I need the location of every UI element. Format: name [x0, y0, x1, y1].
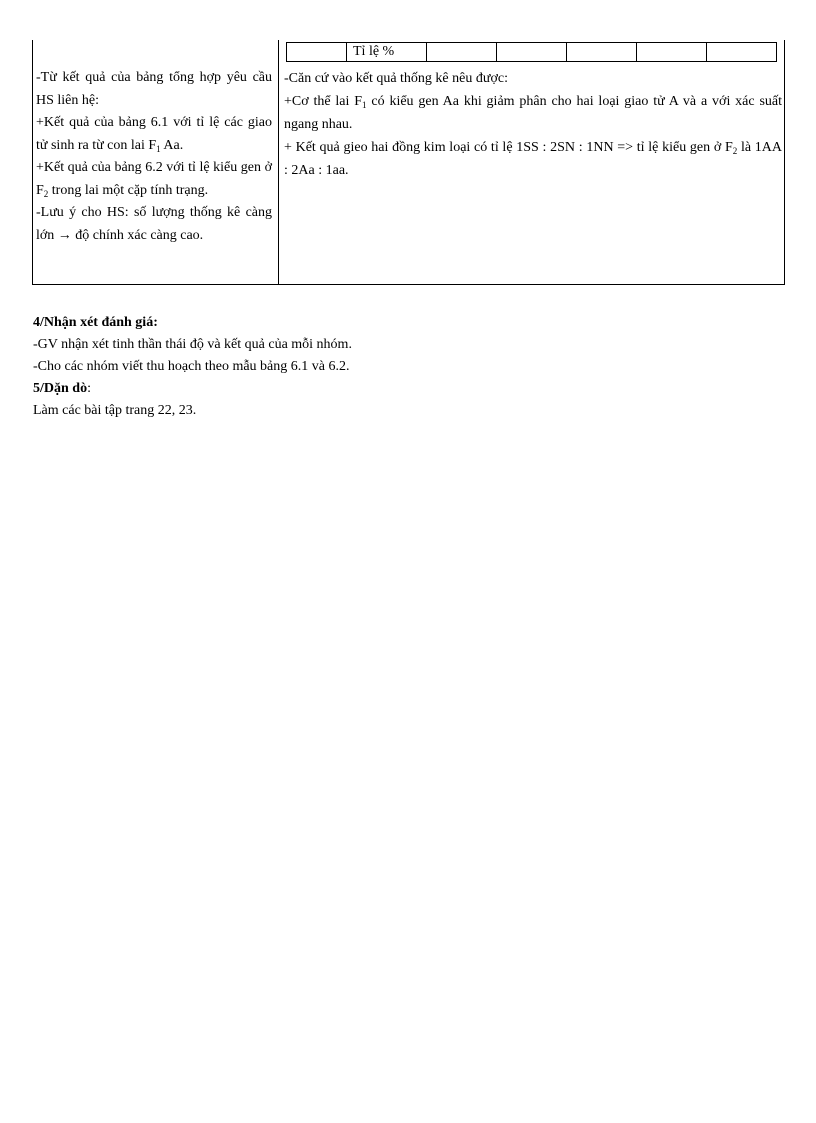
- section-heading: [33, 312, 733, 334]
- text-run: -Lưu ý cho HS: số lượng thống kê càng lớn: [36, 205, 272, 243]
- results-table-row: [287, 43, 777, 62]
- section5-heading: 5/Dặn dò: [33, 381, 88, 396]
- teacher-paragraph: [36, 112, 272, 157]
- teacher-activity-column: [36, 67, 272, 247]
- text-run: Aa.: [160, 137, 184, 153]
- table-cell-empty: [497, 43, 567, 62]
- text-run: là 1AA : 2Aa : 1aa.: [284, 140, 782, 178]
- table-cell-empty: [567, 43, 637, 62]
- text-run: độ chính xác càng cao.: [71, 227, 204, 243]
- table-cell-empty: [287, 43, 347, 62]
- teacher-paragraph: [36, 202, 272, 247]
- arrow-right-icon: →: [57, 227, 72, 243]
- text-run: trong lai một cặp tính trạng.: [48, 182, 209, 198]
- subscript: 2: [732, 146, 738, 156]
- table-cell-empty: [427, 43, 497, 62]
- student-activity-column: [284, 67, 782, 182]
- table-cell-empty: [707, 43, 777, 62]
- subscript: 2: [43, 188, 49, 199]
- teacher-paragraph: [36, 157, 272, 202]
- text-run: +Kết quả của bảng 6.1 với tỉ lệ các giao tử sinh ra từ con lai F: [36, 115, 272, 153]
- teacher-paragraph: -Từ kết quả của bảng tổng hợp yêu cầu HS liên hệ:: [36, 70, 272, 108]
- subscript: 1: [156, 143, 161, 154]
- section5-line: Làm các bài tập trang 22, 23.: [33, 403, 197, 418]
- results-table: [286, 42, 777, 62]
- student-paragraph: -Căn cứ vào kết quả thống kê nêu được:: [284, 71, 508, 86]
- subscript: 1: [362, 100, 367, 110]
- column-divider: [278, 40, 279, 284]
- section-heading: [33, 378, 733, 400]
- section4-line: -Cho các nhóm viết thu hoạch theo mẫu bảng 6.1 và 6.2.: [33, 359, 350, 374]
- text-run: +Cơ thể lai F: [284, 94, 363, 109]
- table-cell-empty: [637, 43, 707, 62]
- closing-sections: [33, 312, 733, 422]
- text-run: +Kết quả của bảng 6.2 với tỉ lệ kiểu gen ở F: [36, 160, 272, 198]
- section4-heading: 4/Nhận xét đánh giá:: [33, 315, 158, 330]
- table-cell-ratio-label: Tỉ lệ %: [347, 43, 427, 62]
- lesson-table: [32, 40, 785, 285]
- student-paragraph: [284, 136, 782, 182]
- text-run: + Kết quả gieo hai đồng kim loại có tỉ lệ 1SS : 2SN : 1NN => tỉ lệ kiểu gen ở F: [284, 140, 733, 155]
- text-run: có kiểu gen Aa khi giảm phân cho hai loại giao tử A và a với xác suất ngang nhau.: [284, 94, 782, 132]
- section4-line: -GV nhận xét tinh thần thái độ và kết quả của mỗi nhóm.: [33, 337, 352, 352]
- heading-colon: :: [87, 381, 91, 396]
- student-paragraph: [284, 90, 782, 136]
